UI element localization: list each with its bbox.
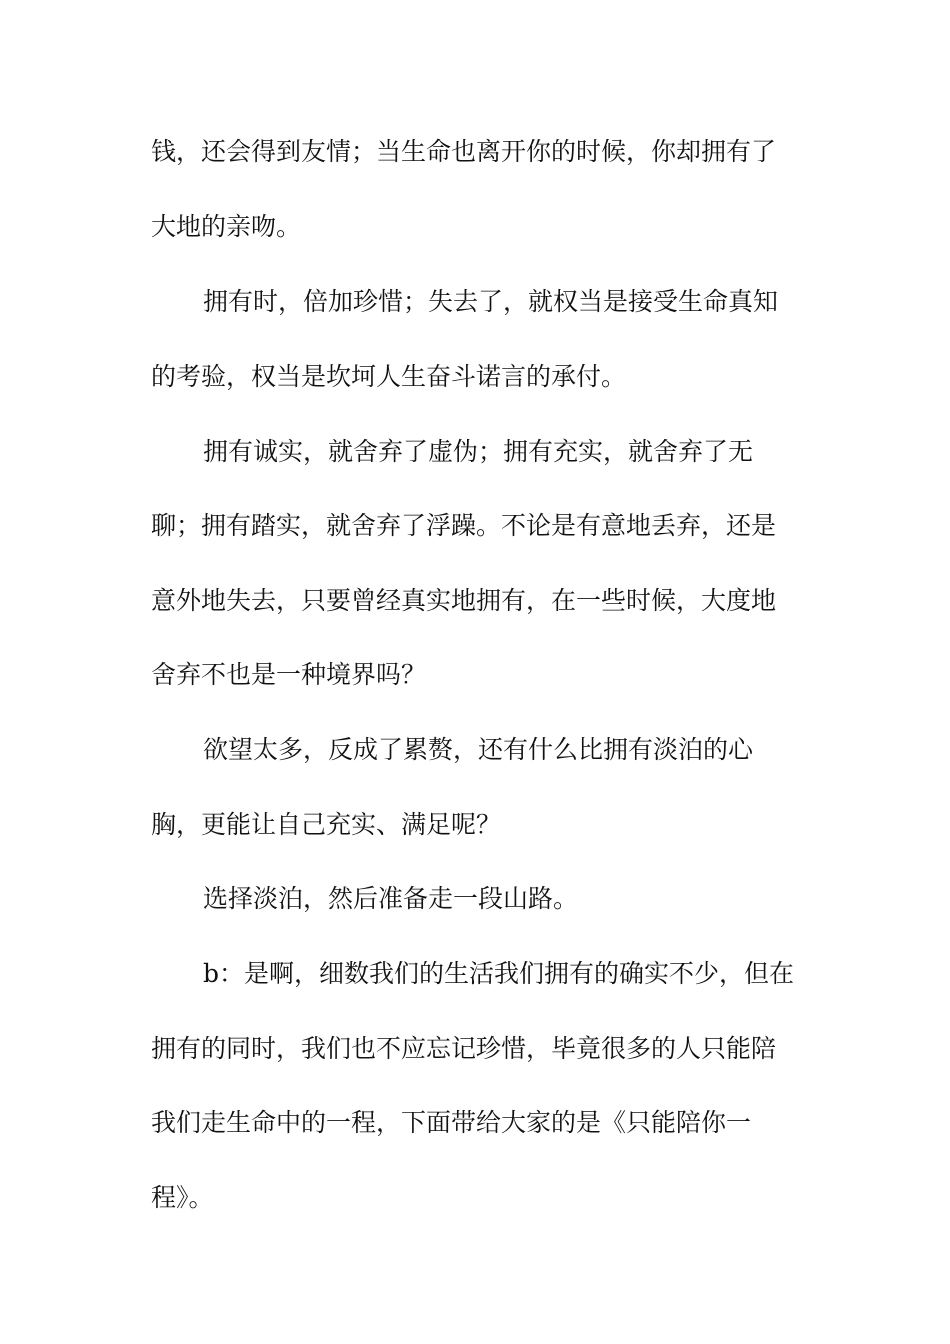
paragraph-first-line: b：是啊，细数我们的生活我们拥有的确实不少，但在: [203, 959, 795, 988]
text-line: 拥有的同时，我们也不应忘记珍惜，毕竟很多的人只能陪: [151, 1034, 777, 1063]
text-line: 大地的亲吻。: [151, 212, 302, 241]
text-line: 我们走生命中的一程，下面带给大家的是《只能陪你一: [151, 1108, 752, 1137]
text-line: 程》。: [151, 1183, 214, 1212]
text-line: 意外地失去，只要曾经真实地拥有，在一些时候，大度地: [151, 586, 777, 615]
paragraph-first-line: 选择淡泊，然后准备走一段山路。: [203, 884, 579, 913]
text-line: 聊；拥有踏实，就舍弃了浮躁。不论是有意地丢弃，还是: [151, 511, 777, 540]
text-line: 的考验，权当是坎坷人生奋斗诺言的承付。: [151, 362, 627, 391]
paragraph-first-line: 拥有时，倍加珍惜；失去了，就权当是接受生命真知: [203, 287, 779, 316]
text-line: 舍弃不也是一种境界吗？: [151, 660, 427, 689]
text-line: 钱，还会得到友情；当生命也离开你的时候，你却拥有了: [151, 137, 777, 166]
paragraph-first-line: 拥有诚实，就舍弃了虚伪；拥有充实，就舍弃了无: [203, 437, 754, 466]
text-line: 胸，更能让自己充实、满足呢？: [151, 810, 502, 839]
paragraph-first-line: 欲望太多，反成了累赘，还有什么比拥有淡泊的心: [203, 735, 754, 764]
